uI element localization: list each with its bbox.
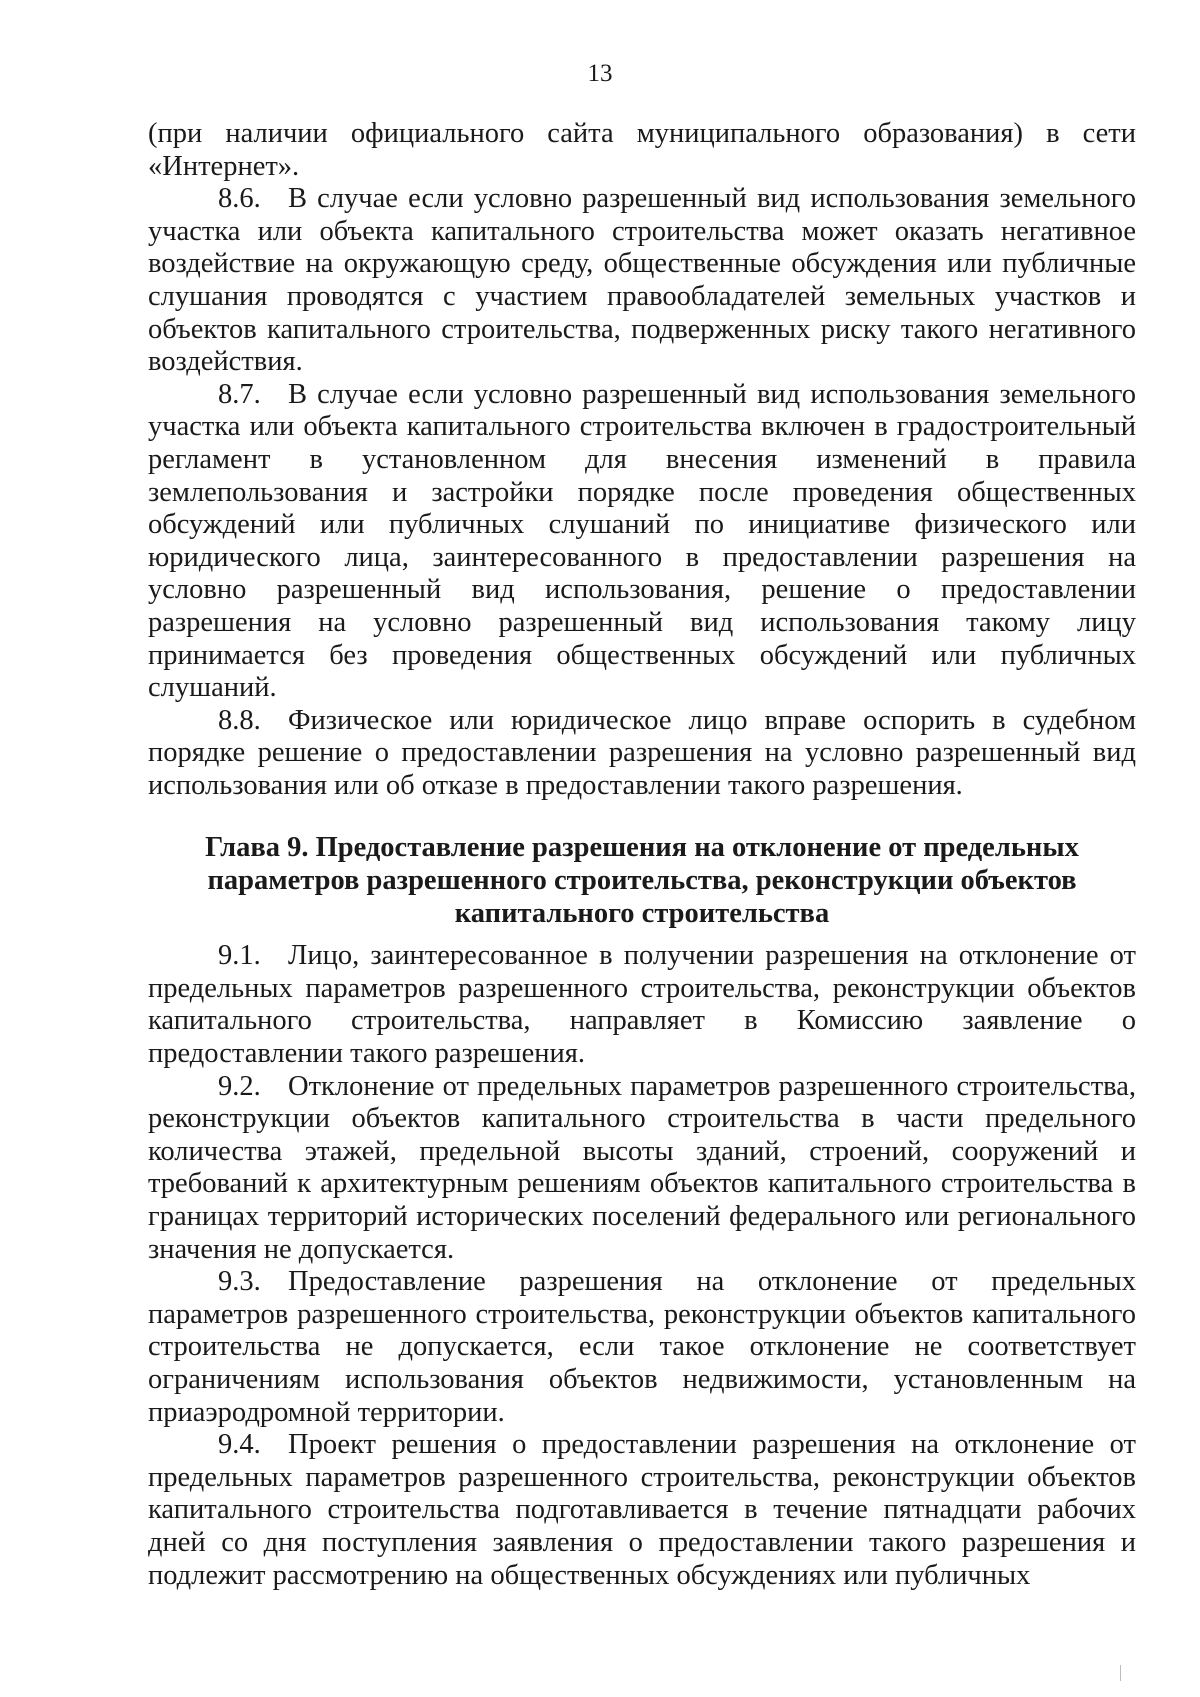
paragraph-text: Отклонение от предельных параметров разрешенного строительства, реконструкции объектов капитального строительства в части предельного количества этажей, предельной высоты зданий, строений, сооружений и требований к архитектурным решениям объектов капитального строительства в границах территорий исторических поселений федерального или регионального значения не допускается. [148, 1070, 1136, 1265]
chapter-title: Глава 9. Предоставление разрешения на отклонение от предельных параметров разрешенного строительства, реконструкции объектов капитального строительства [205, 832, 1079, 929]
paragraph-text: (при наличии официального сайта муниципального образования) в сети «Интернет». [148, 118, 1136, 182]
paragraph-number: 9.2. [218, 1070, 261, 1102]
paragraph-text: Лицо, заинтересованное в получении разрешения на отклонение от предельных параметров разрешенного строительства, реконструкции объектов капитального строительства, направляет в Комиссию заявление о предоставлении такого разрешения. [148, 940, 1136, 1070]
paragraph-number: 9.3. [218, 1266, 261, 1298]
scan-mark [1120, 1665, 1121, 1681]
paragraph-9-4 [148, 1429, 1136, 1592]
paragraph-8-6 [148, 183, 1136, 379]
paragraph-number: 9.4. [218, 1429, 261, 1461]
paragraph-text: В случае если условно разрешенный вид использования земельного участка или объекта капитального строительства может оказать негативное воздействие на окружающую среду, общественные обсуждения или публичные слушания проводятся с участием правообладателей земельных участков и объектов капитального строительства, подверженных риску такого негативного воздействия. [148, 183, 1136, 378]
paragraph-number: 8.8. [218, 704, 261, 736]
paragraph-text: Физическое или юридическое лицо вправе оспорить в судебном порядке решение о предоставлении разрешения на условно разрешенный вид использования или об отказе в предоставлении такого разрешения. [148, 704, 1136, 801]
paragraph-continuation [148, 118, 1136, 183]
paragraph-8-7 [148, 379, 1136, 705]
paragraph-8-8 [148, 705, 1136, 803]
paragraph-number: 9.1. [218, 940, 261, 972]
paragraph-text: Проект решения о предоставлении разрешения на отклонение от предельных параметров разрешенного строительства, реконструкции объектов капитального строительства подготавливается в течение пятнадцати рабочих дней со дня поступления заявления о предоставлении такого разрешения и подлежит рассмотрению на общественных обсуждениях или публичных [148, 1429, 1136, 1591]
paragraph-text: В случае если условно разрешенный вид использования земельного участка или объекта капитального строительства включен в градостроительный регламент в установленном для внесения изменений в правила землепользования и застройки порядке после проведения общественных обсуждений или публичных слушаний по инициативе физического или юридического лица, заинтересованного в предоставлении разрешения на условно разрешенный вид использования, решение о предоставлении разрешения на условно разрешенный вид использования такому лицу принимается без проведения общественных обсуждений или публичных слушаний. [148, 378, 1136, 704]
paragraph-number: 8.7. [218, 378, 261, 410]
document-body [148, 118, 1136, 1592]
paragraph-9-2 [148, 1071, 1136, 1267]
paragraph-9-1 [148, 940, 1136, 1070]
paragraph-9-3 [148, 1266, 1136, 1429]
paragraph-number: 8.6. [218, 183, 261, 215]
page-number: 13 [587, 60, 613, 87]
paragraph-text: Предоставление разрешения на отклонение от предельных параметров разрешенного строительства, реконструкции объектов капитального строительства не допускается, если такое отклонение не соответствует ограничениям использования объектов недвижимости, установленным на приаэродромной территории. [148, 1266, 1136, 1428]
